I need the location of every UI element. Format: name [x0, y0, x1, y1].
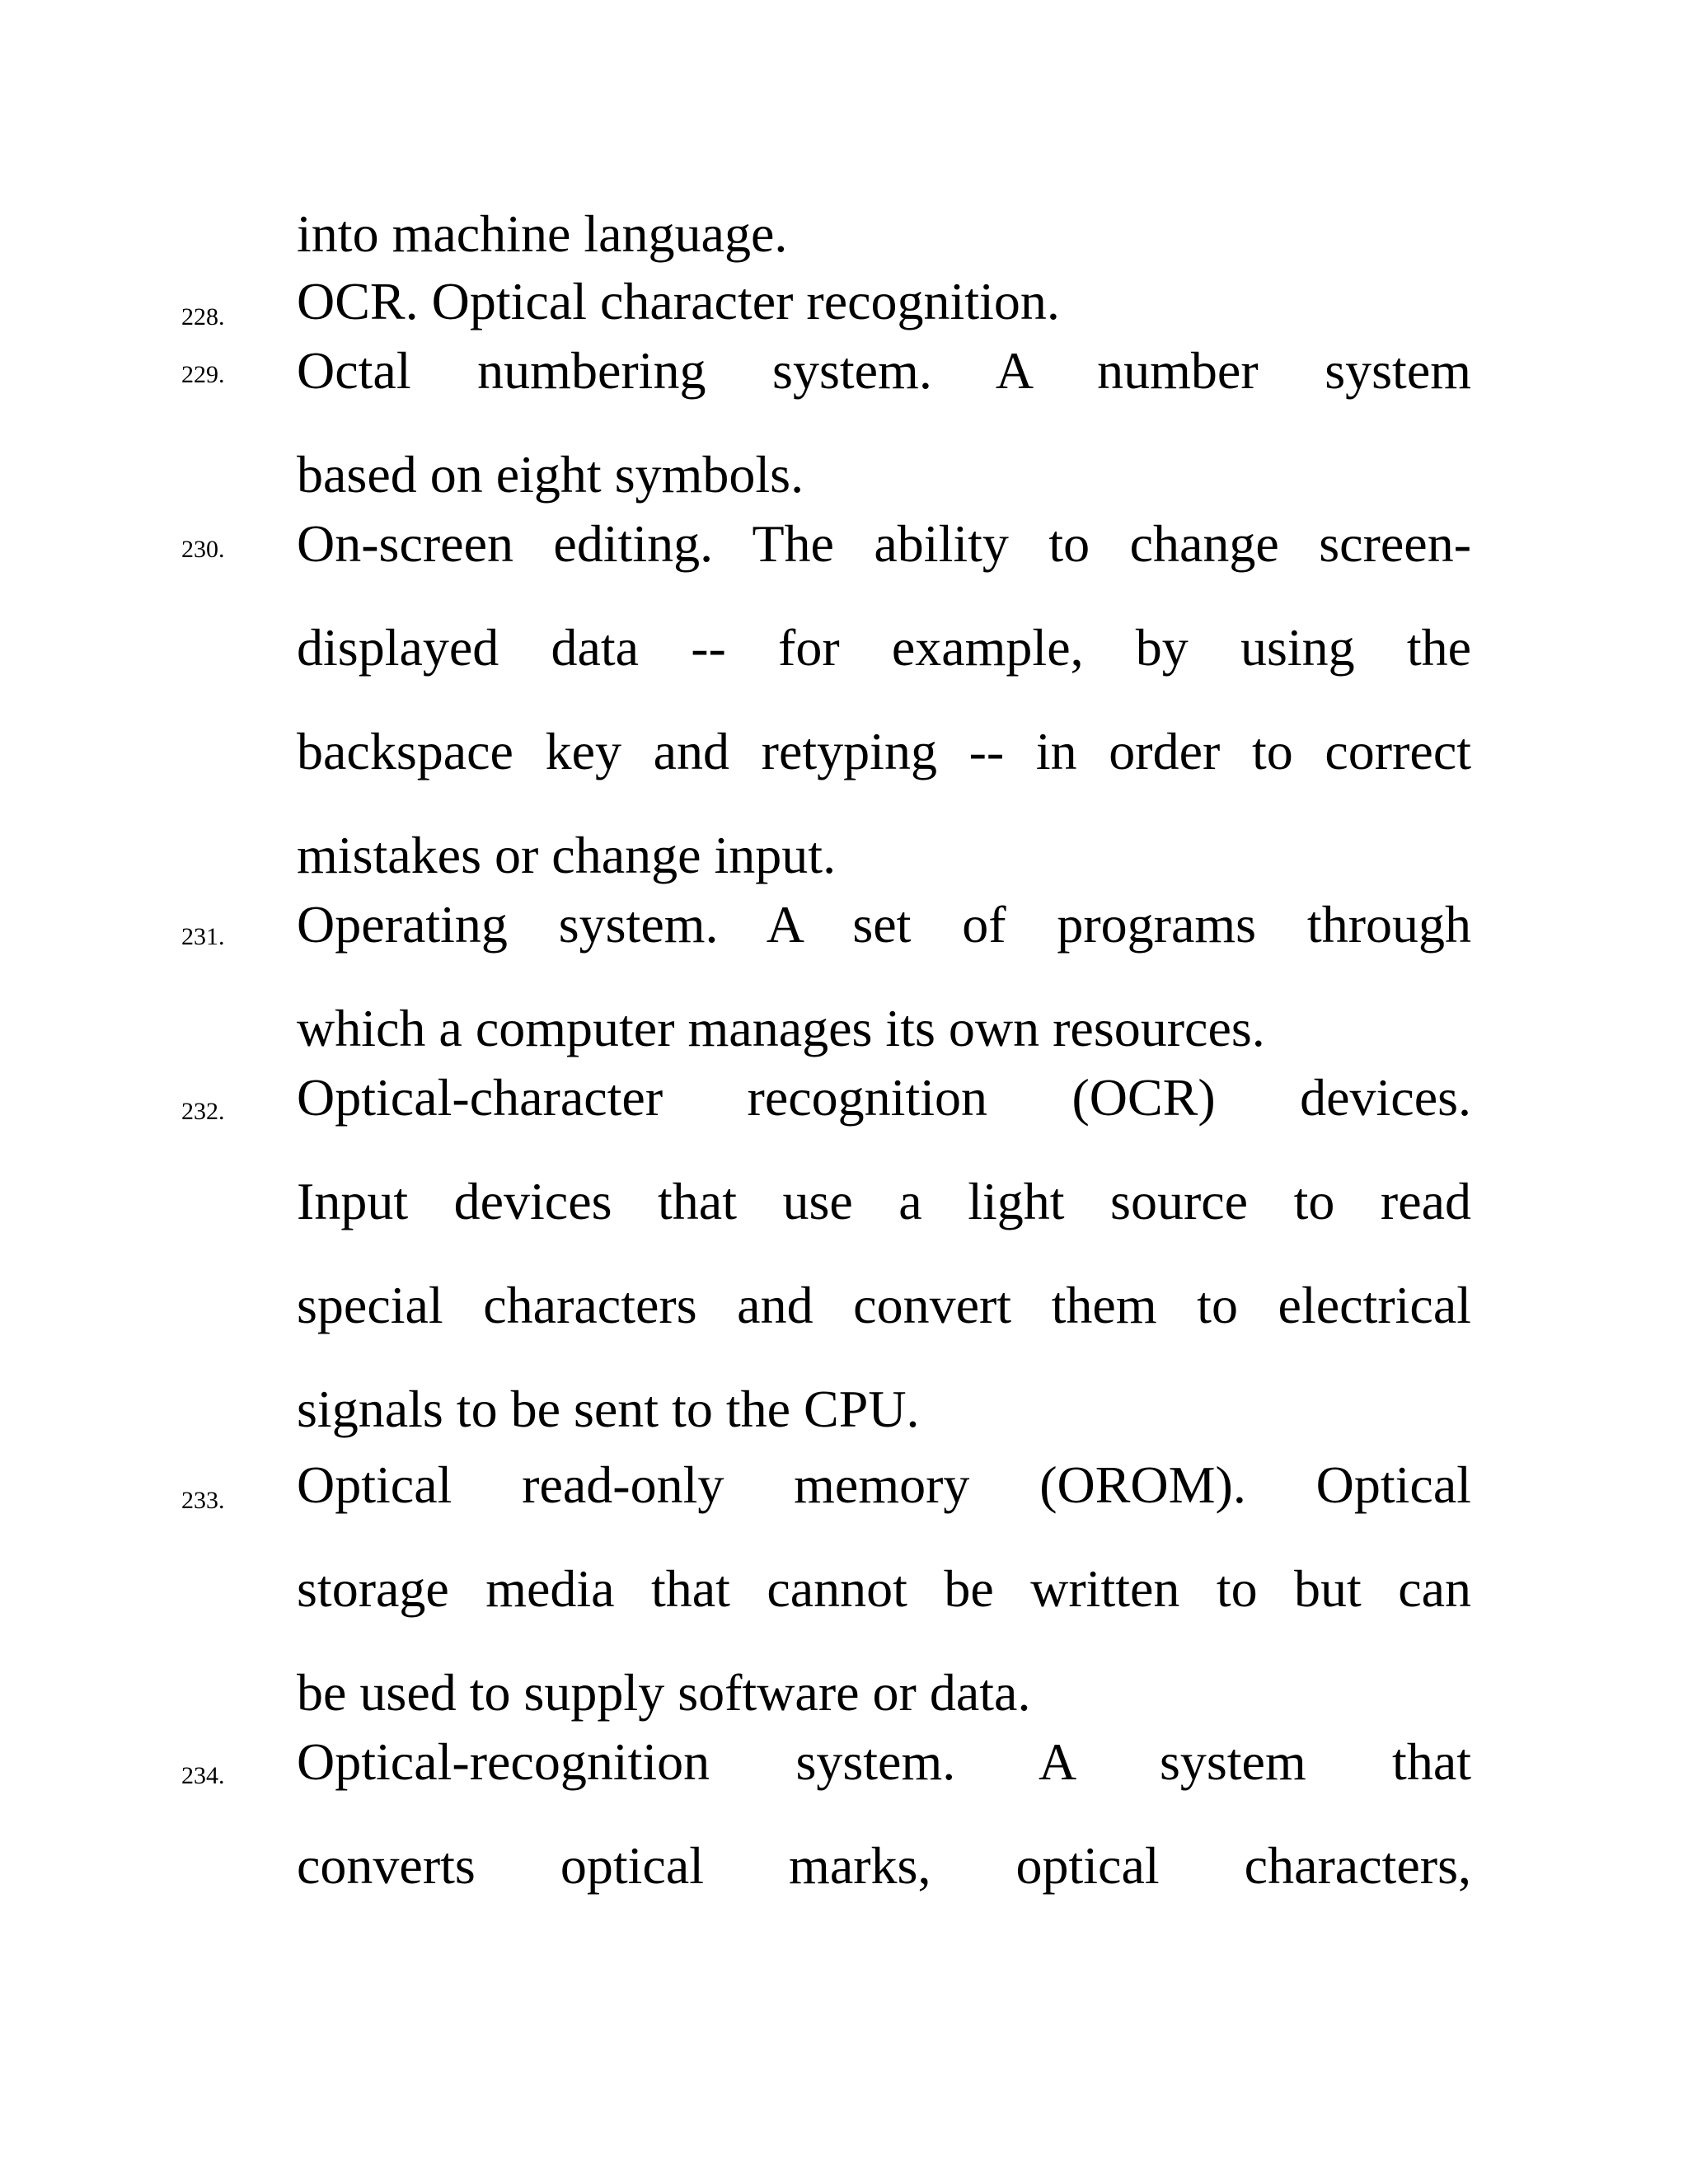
- text-line: OCR. Optical character recognition.: [297, 272, 1060, 330]
- text-line: Optical-character recognition (OCR) devices.: [297, 1068, 1471, 1127]
- entry-number: 232.: [181, 1098, 225, 1125]
- entry-number: 228.: [181, 303, 225, 330]
- entry-number: 231.: [181, 923, 225, 950]
- text-line: mistakes or change input.: [297, 826, 837, 884]
- text-line: storage media that cannot be written to but can: [297, 1559, 1471, 1618]
- entry-number: 234.: [181, 1762, 225, 1789]
- text-line: into machine language.: [297, 204, 788, 263]
- text-line: converts optical marks, optical characters,: [297, 1836, 1471, 1895]
- text-line: Optical read-only memory (OROM). Optical: [297, 1455, 1471, 1514]
- text-line: On-screen editing. The ability to change screen-: [297, 514, 1471, 573]
- text-line: special characters and convert them to electrical: [297, 1276, 1471, 1334]
- text-line: which a computer manages its own resources.: [297, 999, 1265, 1057]
- text-line: Octal numbering system. A number system: [297, 341, 1471, 400]
- entry-number: 233.: [181, 1487, 225, 1514]
- entry-number: 230.: [181, 536, 225, 563]
- text-line: Optical-recognition system. A system that: [297, 1732, 1471, 1791]
- text-line: Operating system. A set of programs through: [297, 895, 1471, 954]
- text-line: Input devices that use a light source to read: [297, 1172, 1471, 1230]
- text-line: based on eight symbols.: [297, 445, 804, 504]
- text-line: be used to supply software or data.: [297, 1663, 1031, 1722]
- text-line: backspace key and retyping -- in order to correct: [297, 722, 1471, 780]
- text-line: displayed data -- for example, by using the: [297, 618, 1471, 677]
- text-line: signals to be sent to the CPU.: [297, 1380, 920, 1438]
- entry-number: 229.: [181, 361, 225, 388]
